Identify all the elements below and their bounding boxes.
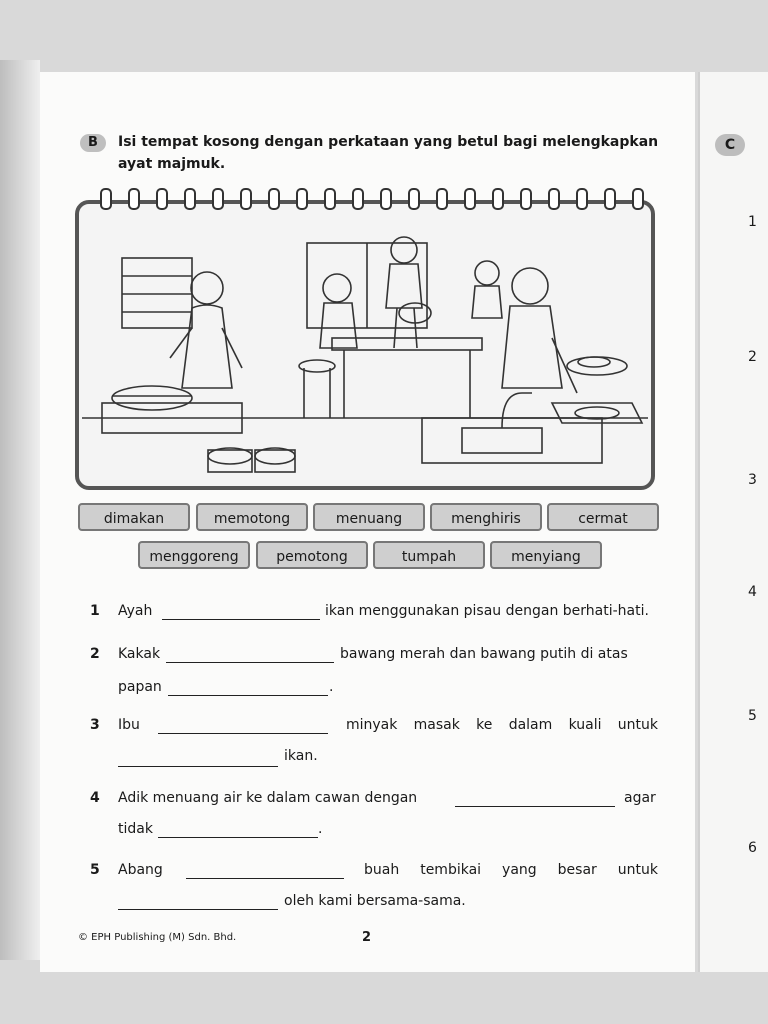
page-gutter-shadow bbox=[0, 60, 40, 960]
adjacent-section-badge: C bbox=[715, 134, 745, 156]
adjacent-number: 2 bbox=[748, 349, 757, 365]
answer-blank[interactable] bbox=[166, 661, 334, 663]
answer-blank[interactable] bbox=[168, 694, 328, 696]
question-number: 5 bbox=[90, 862, 100, 878]
answer-blank[interactable] bbox=[158, 836, 318, 838]
question-text: tidak bbox=[118, 821, 153, 837]
adjacent-number: 3 bbox=[748, 472, 757, 488]
word-bank-item: menuang bbox=[313, 503, 425, 531]
adjacent-page bbox=[698, 72, 768, 972]
section-badge: B bbox=[80, 134, 106, 152]
answer-blank[interactable] bbox=[118, 908, 278, 910]
question-text: minyak masak ke dalam kuali untuk bbox=[346, 717, 658, 733]
question-text: . bbox=[318, 821, 323, 837]
answer-blank[interactable] bbox=[118, 765, 278, 767]
answer-blank[interactable] bbox=[162, 618, 320, 620]
answer-blank[interactable] bbox=[455, 805, 615, 807]
adjacent-number: 4 bbox=[748, 584, 757, 600]
question-text: ikan menggunakan pisau dengan berhati-hati. bbox=[325, 603, 649, 619]
kitchen-family-illustration bbox=[82, 218, 648, 484]
question-text: Ibu bbox=[118, 717, 140, 733]
question-text: . bbox=[329, 679, 334, 695]
question-text: bawang merah dan bawang putih di atas bbox=[340, 646, 628, 662]
question-text: buah tembikai yang besar untuk bbox=[364, 862, 658, 878]
word-bank-item: pemotong bbox=[256, 541, 368, 569]
word-bank-item: tumpah bbox=[373, 541, 485, 569]
adjacent-number: 6 bbox=[748, 840, 757, 856]
question-text: Abang bbox=[118, 862, 163, 878]
question-text: agar bbox=[624, 790, 656, 806]
page-number: 2 bbox=[362, 930, 372, 945]
question-text: papan bbox=[118, 679, 162, 695]
word-bank-item: cermat bbox=[547, 503, 659, 531]
answer-blank[interactable] bbox=[186, 877, 344, 879]
word-bank-item: dimakan bbox=[78, 503, 190, 531]
binder-rings bbox=[100, 188, 640, 212]
question-number: 1 bbox=[90, 603, 100, 619]
question-text: oleh kami bersama-sama. bbox=[284, 893, 466, 909]
question-text: Kakak bbox=[118, 646, 161, 662]
adjacent-number: 5 bbox=[748, 708, 757, 724]
question-text: ikan. bbox=[284, 748, 318, 764]
adjacent-number: 1 bbox=[748, 214, 757, 230]
word-bank-item: menggoreng bbox=[138, 541, 250, 569]
word-bank-item: menyiang bbox=[490, 541, 602, 569]
word-bank-item: menghiris bbox=[430, 503, 542, 531]
question-text: Adik menuang air ke dalam cawan dengan bbox=[118, 790, 418, 806]
word-bank-item: memotong bbox=[196, 503, 308, 531]
question-number: 3 bbox=[90, 717, 100, 733]
question-text: Ayah bbox=[118, 603, 153, 619]
instruction-text: Isi tempat kosong dengan perkataan yang betul bagi melengkapkan ayat majmuk. bbox=[118, 134, 659, 172]
answer-blank[interactable] bbox=[158, 732, 328, 734]
question-number: 4 bbox=[90, 790, 100, 806]
publisher-credit: © EPH Publishing (M) Sdn. Bhd. bbox=[78, 932, 237, 943]
question-number: 2 bbox=[90, 646, 100, 662]
